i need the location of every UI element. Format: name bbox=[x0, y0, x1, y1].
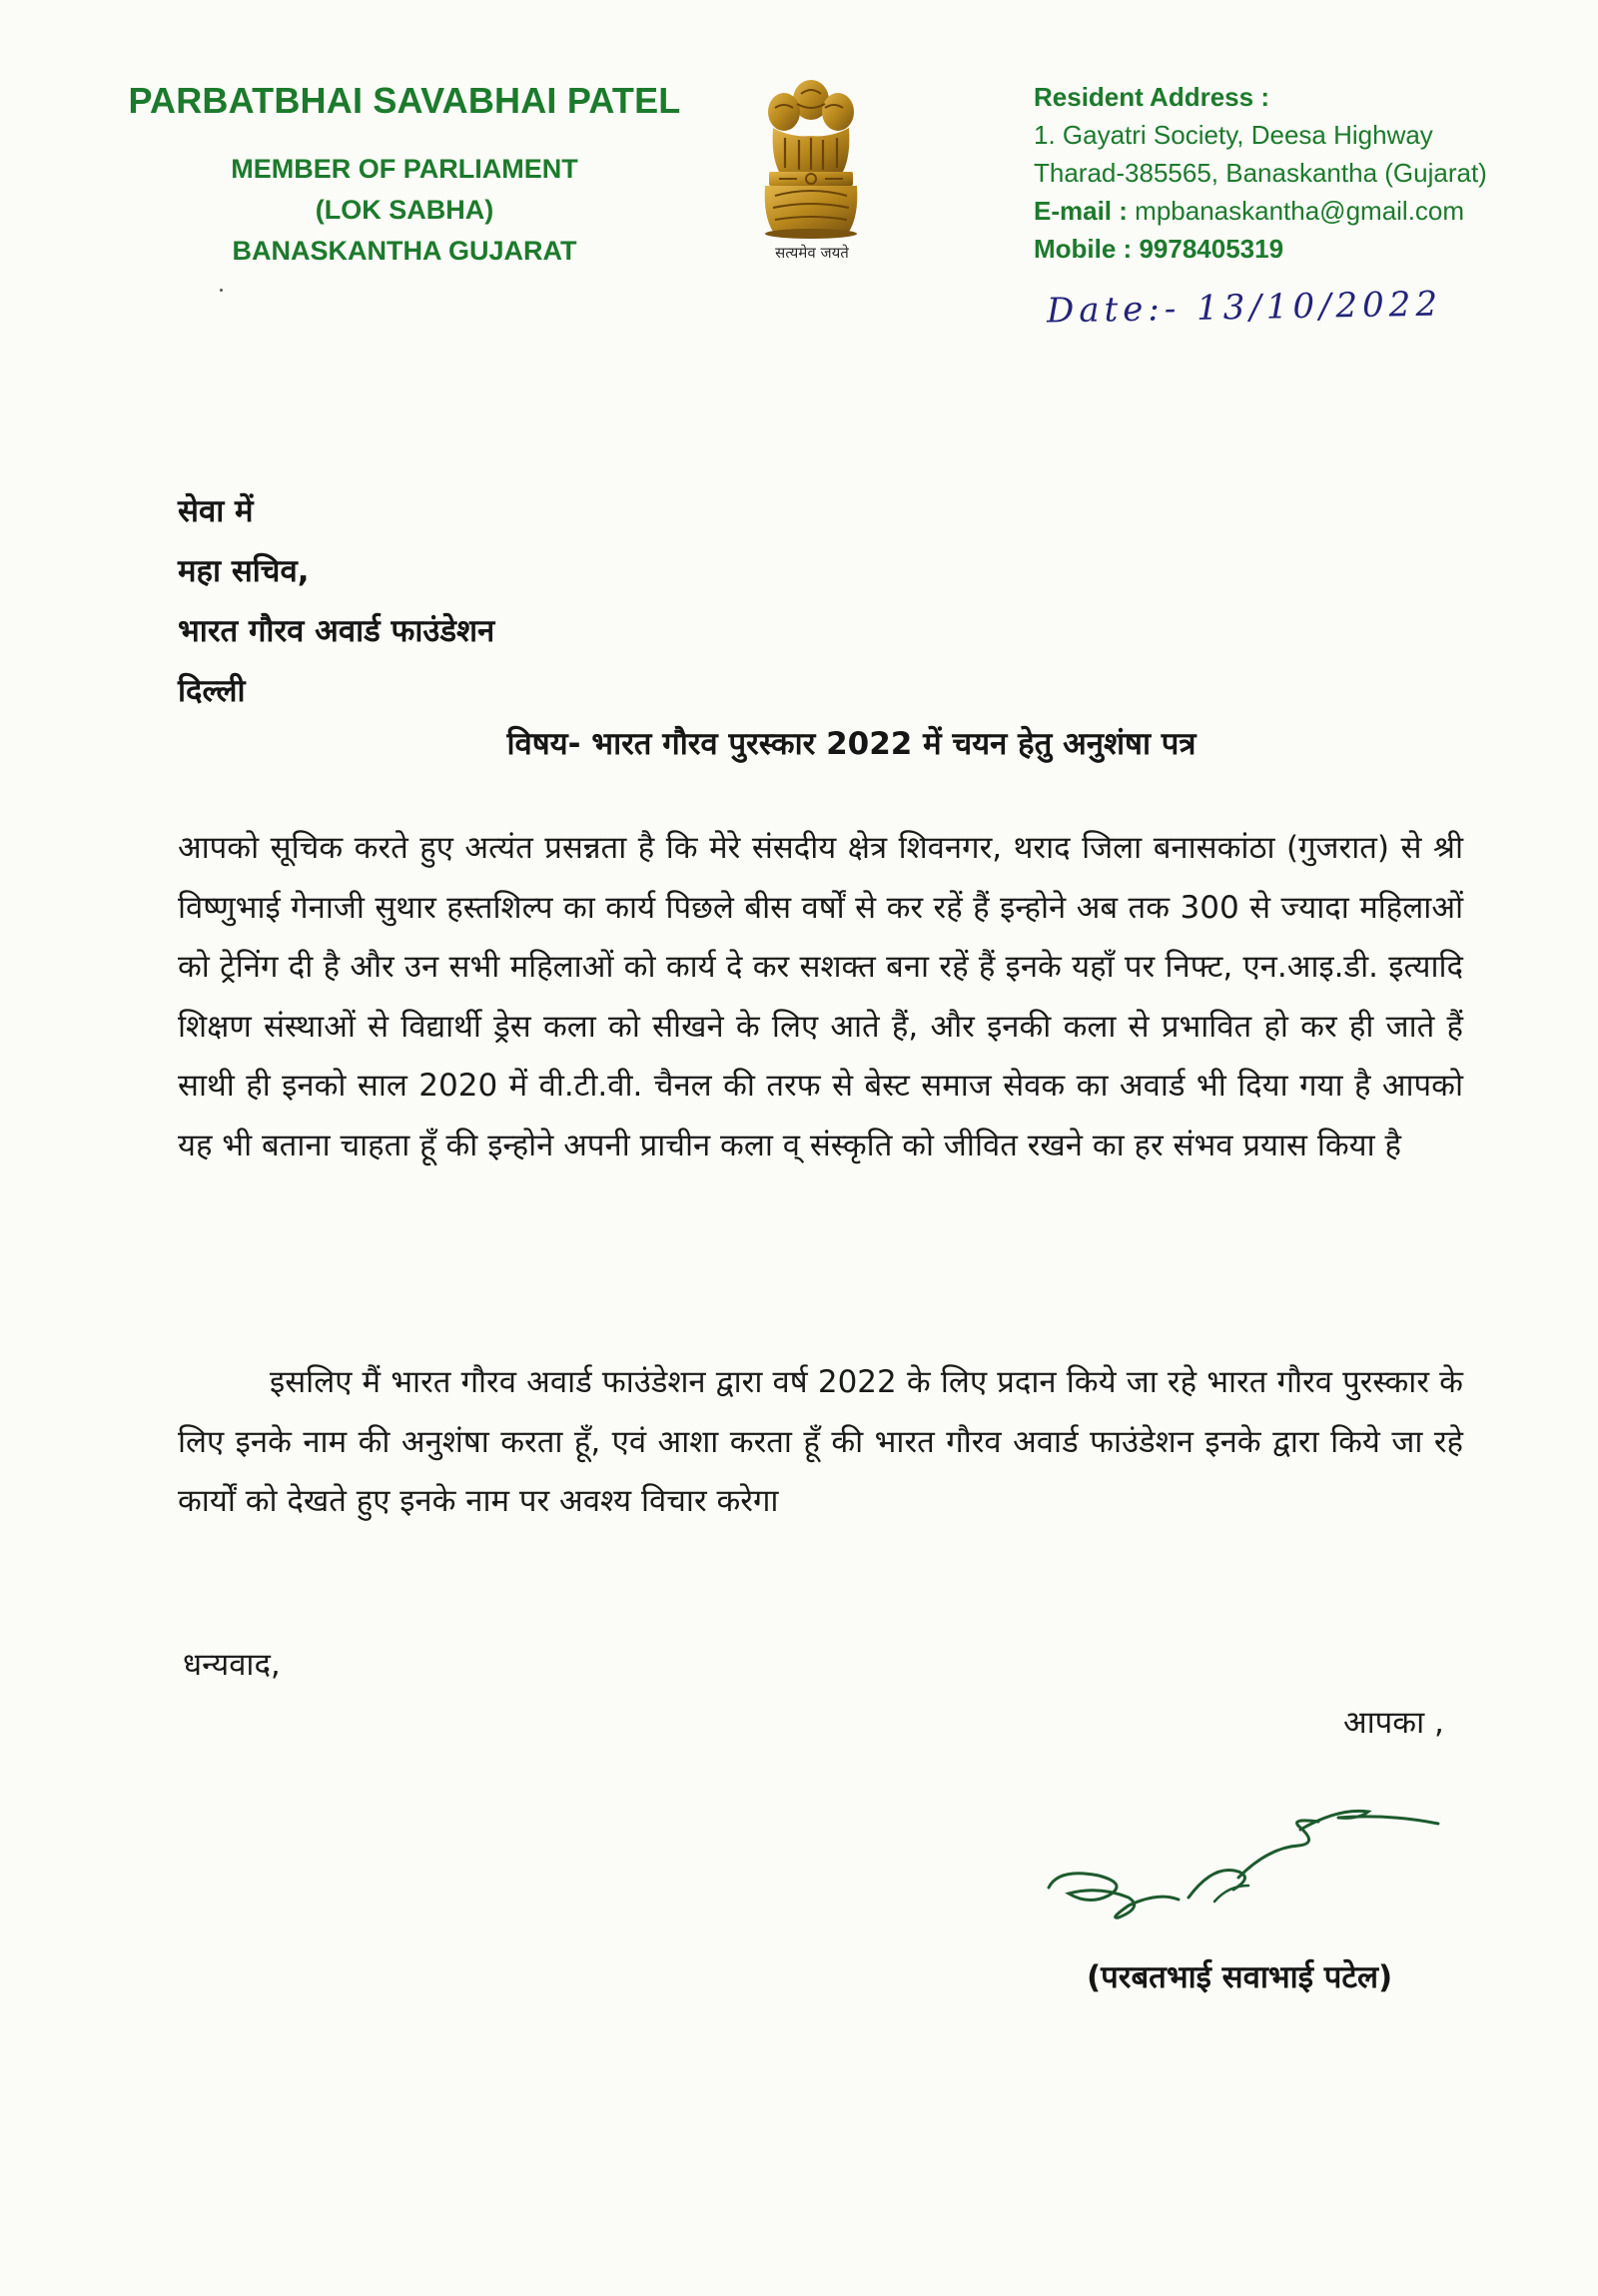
letterhead-left bbox=[100, 80, 709, 272]
signatory-name: (परबतभाई सवाभाई पटेल) bbox=[1087, 1959, 1393, 1995]
mp-house: (LOK SABHA) bbox=[315, 195, 494, 225]
emblem-motto: सत्यमेव जयते bbox=[775, 244, 849, 262]
mp-designation: MEMBER OF PARLIAMENT bbox=[231, 154, 578, 184]
addressee-line-1: सेवा में bbox=[178, 493, 254, 529]
address-heading: Resident Address : bbox=[1034, 82, 1269, 112]
mp-name: PARBATBHAI SAVABHAI PATEL bbox=[128, 80, 681, 121]
letterhead-right bbox=[1034, 78, 1578, 268]
closing-yours: आपका , bbox=[1343, 1705, 1444, 1741]
addressee-line-4: दिल्ली bbox=[178, 673, 246, 709]
email-label: E-mail : bbox=[1034, 196, 1128, 226]
body-paragraph-2: इसलिए मैं भारत गौरव अवार्ड फाउंडेशन द्वारा वर्ष 2022 के लिए प्रदान किये जा रहे भारत गौरव पुरस्कार के लिए इनके नाम की अनुशंषा करता हूँ, एवं आशा करता हूँ की भारत गौरव अवार्ड फाउंडेशन इनके द्वारा किये जा रहे कार्यों को देखते हुए इनके नाम पर अवश्य विचार करेगा bbox=[178, 1364, 1463, 1519]
closing-thanks: धन्यवाद, bbox=[183, 1647, 281, 1683]
mobile-value: 9978405319 bbox=[1139, 234, 1284, 264]
email-value: mpbanaskantha@gmail.com bbox=[1135, 196, 1465, 226]
stray-dot bbox=[220, 289, 223, 292]
signature-icon bbox=[1039, 1768, 1448, 1932]
subject-text: विषय- भारत गौरव पुरस्कार 2022 में चयन हेतु अनुशंषा पत्र bbox=[506, 726, 1197, 762]
body-paragraph-1: आपको सूचिक करते हुए अत्यंत प्रसन्नता है कि मेरे संसदीय क्षेत्र शिवनगर, थराद जिला बनासकांठा (गुजरात) से श्री विष्णुभाई गेनाजी सुथार हस्तशिल्प का कार्य पिछले बीस वर्षों से कर रहें हैं इन्होने अब तक 300 से ज्यादा महिलाओं को ट्रेनिंग दी है और उन सभी महिलाओं को कार्य दे कर सशक्त बना रहें हैं इनके यहाँ पर निफ्ट, एन.आइ.डी. इत्यादि शिक्षण संस्थाओं से विद्यार्थी ड्रेस कला को सीखने के लिए आते हैं, और इनकी कला से प्रभावित हो कर ही जाते हैं साथी ही इनको साल 2020 में वी.टी.वी. चैनल की तरफ से बेस्ट समाज सेवक का अवार्ड भी दिया गया है आपको यह भी बताना चाहता हूँ की इन्होने अपनी प्राचीन कला व् संस्कृति को जीवित रखने का हर संभव प्रयास किया है bbox=[178, 830, 1463, 1163]
address-line-1: 1. Gayatri Society, Deesa Highway bbox=[1034, 120, 1433, 150]
mobile-label: Mobile : bbox=[1034, 234, 1133, 264]
handwritten-date: Date:- 13/10/2022 bbox=[1046, 284, 1443, 332]
address-line-2: Tharad-385565, Banaskantha (Gujarat) bbox=[1034, 158, 1487, 188]
addressee-line-3: भारत गौरव अवार्ड फाउंडेशन bbox=[178, 613, 495, 649]
national-emblem-icon bbox=[751, 76, 871, 266]
subject-line bbox=[0, 722, 1598, 764]
addressee-line-2: महा सचिव, bbox=[178, 553, 310, 589]
email-row bbox=[1034, 192, 1578, 230]
addressee-block bbox=[178, 481, 494, 721]
mp-constituency: BANASKANTHA GUJARAT bbox=[232, 236, 577, 266]
mobile-row bbox=[1034, 230, 1578, 268]
